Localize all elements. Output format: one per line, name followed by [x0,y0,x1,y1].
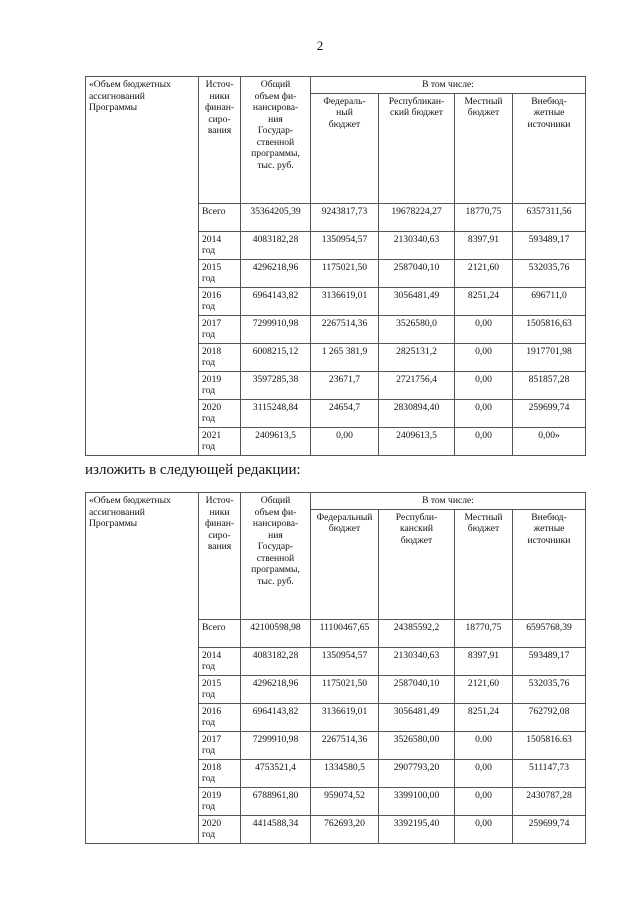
row-federal: 11100467,65 [311,619,379,647]
row-source: 2014 год [199,647,241,675]
row-extra: 259699,74 [513,399,586,427]
row-republic: 2721756,4 [379,371,455,399]
row-republic: 2587040,10 [379,259,455,287]
row-total: 6964143,82 [241,703,311,731]
row-republic: 2409613,5 [379,427,455,455]
row-extra: 2430787,28 [513,787,586,815]
row-source: 2017 год [199,731,241,759]
program-label: «Объем бюджетных ассигнований Программы [86,493,199,844]
row-local: 2121,60 [455,675,513,703]
row-federal: 1350954,57 [311,647,379,675]
source-header: Источ- ники финан- сиро- вания [199,77,241,204]
row-local: 0,00 [455,371,513,399]
row-republic: 24385592,2 [379,619,455,647]
federal-header: Федеральный бюджет [311,509,379,619]
row-extra: 259699,74 [513,815,586,843]
row-republic: 2130340,63 [379,647,455,675]
row-extra: 6595768,39 [513,619,586,647]
row-republic: 3056481,49 [379,287,455,315]
row-total: 6964143,82 [241,287,311,315]
row-federal: 1175021,50 [311,675,379,703]
row-republic: 3056481,49 [379,703,455,731]
program-label: «Объем бюджетных ассигнований Программы [86,77,199,456]
row-source: 2018 год [199,343,241,371]
row-republic: 2587040,10 [379,675,455,703]
row-total: 6008215,12 [241,343,311,371]
row-extra: 532035,76 [513,675,586,703]
budget-table-new [85,492,586,844]
republic-header: Республи- канский бюджет [379,509,455,619]
row-local: 0,00 [455,343,513,371]
row-federal: 1 265 381,9 [311,343,379,371]
row-source: 2014 год [199,231,241,259]
row-source: 2021 год [199,427,241,455]
row-source: 2017 год [199,315,241,343]
row-local: 0,00 [455,315,513,343]
row-source: 2019 год [199,787,241,815]
row-federal: 762693,20 [311,815,379,843]
row-federal: 2267514,36 [311,731,379,759]
row-local: 0,00 [455,815,513,843]
row-republic: 19678224,27 [379,203,455,231]
row-extra: 1505816.63 [513,731,586,759]
row-total: 2409613,5 [241,427,311,455]
republic-header: Республикан- ский бюджет [379,93,455,203]
row-extra: 0,00» [513,427,586,455]
row-total: 3115248,84 [241,399,311,427]
row-federal: 1334580,5 [311,759,379,787]
row-federal: 24654,7 [311,399,379,427]
row-local: 0,00 [455,787,513,815]
row-source: 2020 год [199,399,241,427]
source-header: Источ- ники финан- сиро- вания [199,493,241,620]
row-federal: 1175021,50 [311,259,379,287]
row-local: 18770,75 [455,203,513,231]
row-extra: 593489,17 [513,231,586,259]
row-federal: 3136619,01 [311,287,379,315]
row-total: 4753521,4 [241,759,311,787]
row-extra: 511147,73 [513,759,586,787]
extra-header: Внебюд- жетные источники [513,93,586,203]
row-local: 8397,91 [455,647,513,675]
row-extra: 593489,17 [513,647,586,675]
row-local: 0,00 [455,427,513,455]
row-republic: 3399100,00 [379,787,455,815]
row-extra: 1917701,98 [513,343,586,371]
including-header: В том числе: [311,493,586,510]
row-republic: 2130340,63 [379,231,455,259]
row-total: 4083182,28 [241,647,311,675]
row-local: 8251,24 [455,287,513,315]
row-federal: 9243817,73 [311,203,379,231]
row-total: 3597285,38 [241,371,311,399]
total-header: Общий объем фи- нансирова- ния Государ- ственной программы, тыс. руб. [241,77,311,204]
row-local: 2121,60 [455,259,513,287]
row-republic: 2907793,20 [379,759,455,787]
federal-header: Федераль- ный бюджет [311,93,379,203]
row-source: 2020 год [199,815,241,843]
row-extra: 762792,08 [513,703,586,731]
local-header: Местный бюджет [455,93,513,203]
row-federal: 2267514,36 [311,315,379,343]
row-total: 42100598,98 [241,619,311,647]
row-total: 4296218,96 [241,675,311,703]
row-source: 2016 год [199,703,241,731]
row-republic: 2825131,2 [379,343,455,371]
row-extra: 1505816,63 [513,315,586,343]
row-total: 4083182,28 [241,231,311,259]
row-source: 2019 год [199,371,241,399]
row-local: 18770,75 [455,619,513,647]
row-extra: 696711,0 [513,287,586,315]
row-extra: 532035,76 [513,259,586,287]
row-federal: 23671,7 [311,371,379,399]
row-source: 2018 год [199,759,241,787]
budget-table-old [85,76,586,456]
row-source: 2015 год [199,675,241,703]
local-header: Местный бюджет [455,509,513,619]
row-republic: 3526580,00 [379,731,455,759]
row-local: 8397,91 [455,231,513,259]
row-total: 35364205,39 [241,203,311,231]
including-header: В том числе: [311,77,586,94]
row-local: 8251,24 [455,703,513,731]
row-source: Всего [199,203,241,231]
row-source: Всего [199,619,241,647]
row-local: 0,00 [455,399,513,427]
page-number: 2 [316,38,324,53]
row-total: 4414588,34 [241,815,311,843]
row-republic: 3526580,0 [379,315,455,343]
amendment-phrase: изложить в следующей редакции: [85,462,301,478]
row-federal: 1350954,57 [311,231,379,259]
row-source: 2016 год [199,287,241,315]
row-federal: 0,00 [311,427,379,455]
extra-header: Внебюд- жетные источники [513,509,586,619]
row-extra: 851857,28 [513,371,586,399]
row-local: 0,00 [455,759,513,787]
row-source: 2015 год [199,259,241,287]
row-local: 0.00 [455,731,513,759]
row-extra: 6357311,56 [513,203,586,231]
row-republic: 3392195,40 [379,815,455,843]
row-total: 6788961,80 [241,787,311,815]
row-total: 7299910,98 [241,731,311,759]
total-header: Общий объем фи- нансирова- ния Государ- ственной программы, тыс. руб. [241,493,311,620]
row-total: 4296218,96 [241,259,311,287]
row-total: 7299910,98 [241,315,311,343]
row-republic: 2830894,40 [379,399,455,427]
row-federal: 3136619,01 [311,703,379,731]
row-federal: 959074,52 [311,787,379,815]
